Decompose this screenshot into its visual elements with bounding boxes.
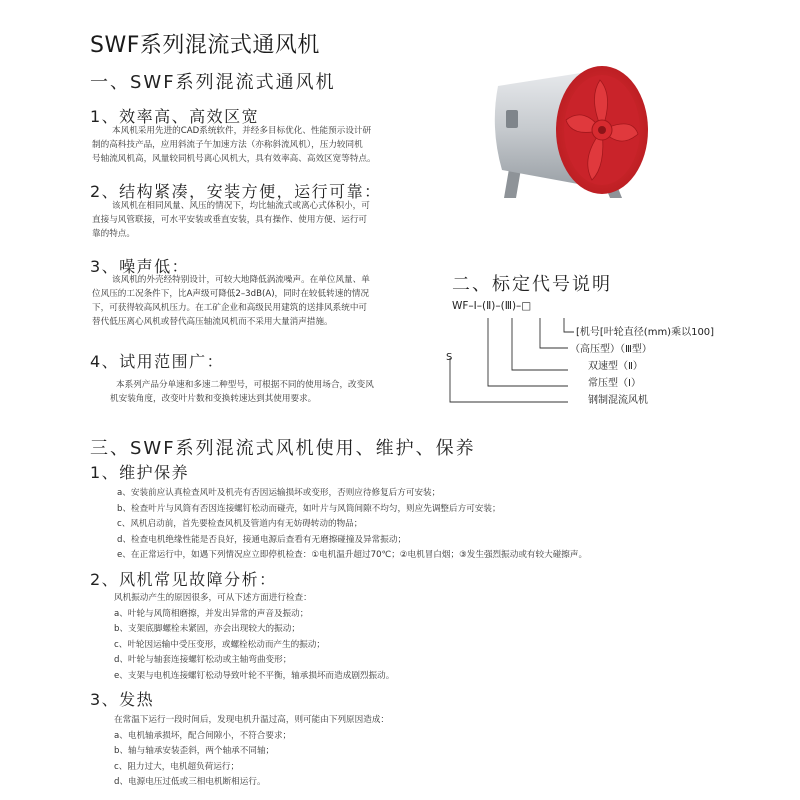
feature4-line: 本系列产品分单速和多速二种型号，可根据不同的使用场合，改变风 <box>116 380 374 390</box>
heating-intro: 在常温下运行一段时间后，发现电机升温过高，则可能由下列原因造成： <box>114 715 390 725</box>
maintenance-heading: 1、维护保养 <box>90 463 190 482</box>
mixed-flow-fan-image <box>480 58 655 208</box>
section1-heading: 一、SWF系列混流式通风机 <box>90 72 336 93</box>
code-label-high-pressure: （高压型）（Ⅲ型） <box>570 344 652 355</box>
feature2-text <box>92 199 370 241</box>
feature4-line: 机安装角度，改变叶片数和变换转速达到其使用要求。 <box>110 394 317 404</box>
feature3-line: 下，可获得较高风机压力。在工矿企业和高级民用建筑的送排风系统中可 <box>92 303 368 313</box>
list-item: a、安装前应认真检查风叶及机壳有否因运输损坏或变形，否则应待修复后方可安装； <box>117 488 441 498</box>
feature4-heading: 4、试用范围广： <box>90 352 225 371</box>
feature1-line: 制的高科技产品，应用斜流子午加速方法（亦称斜流风机），压力较同机 <box>92 140 363 150</box>
list-item: e、支架与电机连接螺钉松动导致叶轮不平衡，轴承损坏而造成剧烈振动。 <box>114 670 395 681</box>
list-item: c、风机启动前，首先要检查风机及管道内有无妨碍转动的物品； <box>117 519 363 529</box>
leader-i <box>488 318 568 386</box>
feature4-text <box>110 378 374 406</box>
code-label-dual-speed: 双速型（Ⅱ） <box>588 361 643 372</box>
leader-s <box>450 358 568 402</box>
list-item: b、检查叶片与风筒有否因连接螺钉松动而碰壳，如叶片与风筒间隙不均匀，则应先调整后方可安装； <box>117 503 501 514</box>
feature2-line: 直接与风管联接，可水平安装或垂直安装，具有操作、使用方便、运行可 <box>92 215 368 225</box>
list-item: a、电机轴承损坏，配合间隙小，不符合要求； <box>114 730 292 741</box>
feature3-text <box>92 273 370 329</box>
model-code: WF–Ⅰ–(Ⅱ)–(Ⅲ)–□ <box>452 300 532 312</box>
fan-hub-center <box>598 126 606 134</box>
list-item: b、轴与轴承安装歪斜，两个轴承不同轴； <box>114 746 275 756</box>
list-item: d、叶轮与轴套连接螺钉松动或主轴弯曲变形； <box>114 655 292 665</box>
feature3-line: 位风压的工况条件下，比A声级可降低2–3dB(A)，同时在较低转速的情况 <box>92 289 370 299</box>
feature2-line: 靠的特点。 <box>92 229 135 239</box>
feature3-heading: 3、噪声低： <box>90 257 190 276</box>
fan-junction-box <box>506 110 518 128</box>
list-item: c、阻力过大，电机超负荷运行； <box>114 761 240 772</box>
feature3-line: 该风机的外壳经特别设计，可较大地降低涡流噪声。在单位风量、单 <box>112 275 370 285</box>
leader-box <box>564 318 574 332</box>
code-label-normal-pressure: 常压型（Ⅰ） <box>588 378 641 389</box>
section2-heading: 二、标定代号说明 <box>452 274 612 295</box>
heating-heading: 3、发热 <box>90 690 155 709</box>
s-label: S <box>446 352 453 363</box>
feature2-heading: 2、结构紧凑，安装方便，运行可靠： <box>90 182 382 201</box>
list-item: d、电源电压过低或三相电机断相运行。 <box>114 777 266 787</box>
list-item: b、支架底脚螺栓未紧固，亦会出现较大的振动； <box>114 624 300 634</box>
fault-intro: 风机振动产生的原因很多，可从下述方面进行检查： <box>114 593 312 603</box>
list-item: c、叶轮因运输中受压变形，或螺栓松动而产生的振动； <box>114 639 325 650</box>
feature2-line: 该风机在相同风量、风压的情况下，均比轴流式或离心式体积小，可 <box>112 201 370 211</box>
list-item: d、检查电机绝缘性能是否良好，接通电源后查看有无磨擦碰撞及异常振动； <box>117 534 407 545</box>
fault-heading: 2、风机常见故障分析： <box>90 570 277 589</box>
feature1-line: 号轴流风机高，风量较同机号离心风机大，具有效率高、高效区宽等特点。 <box>92 154 376 164</box>
list-item: e、在正常运行中，如遇下列情况应立即停机检查：①电机温升超过70℃；②电机冒白烟；③发生强烈振动或有较大碰擦声。 <box>117 550 588 560</box>
page-title: SWF系列混流式通风机 <box>90 33 320 58</box>
maintenance-list <box>117 486 587 564</box>
list-item: a、叶轮与风筒相磨擦，并发出异常的声音及振动； <box>114 608 309 619</box>
code-label-model: [机号[叶轮直径(mm)乘以100] <box>576 327 715 338</box>
section3-heading: 三、SWF系列混流式风机使用、维护、保养 <box>90 438 476 459</box>
heating-list <box>114 713 389 791</box>
feature1-text <box>92 124 376 166</box>
fault-list <box>114 591 394 684</box>
feature1-line: 本风机采用先进的CAD系统软件，并经多目标优化、性能预示设计研 <box>112 126 372 136</box>
feature1-heading: 1、效率高、高效区宽 <box>90 107 260 126</box>
code-label-steel-fan: 钢制混流风机 <box>588 395 648 406</box>
feature3-line: 替代低压离心风机或替代高压轴流风机而不采用大量消声措施。 <box>92 317 333 327</box>
